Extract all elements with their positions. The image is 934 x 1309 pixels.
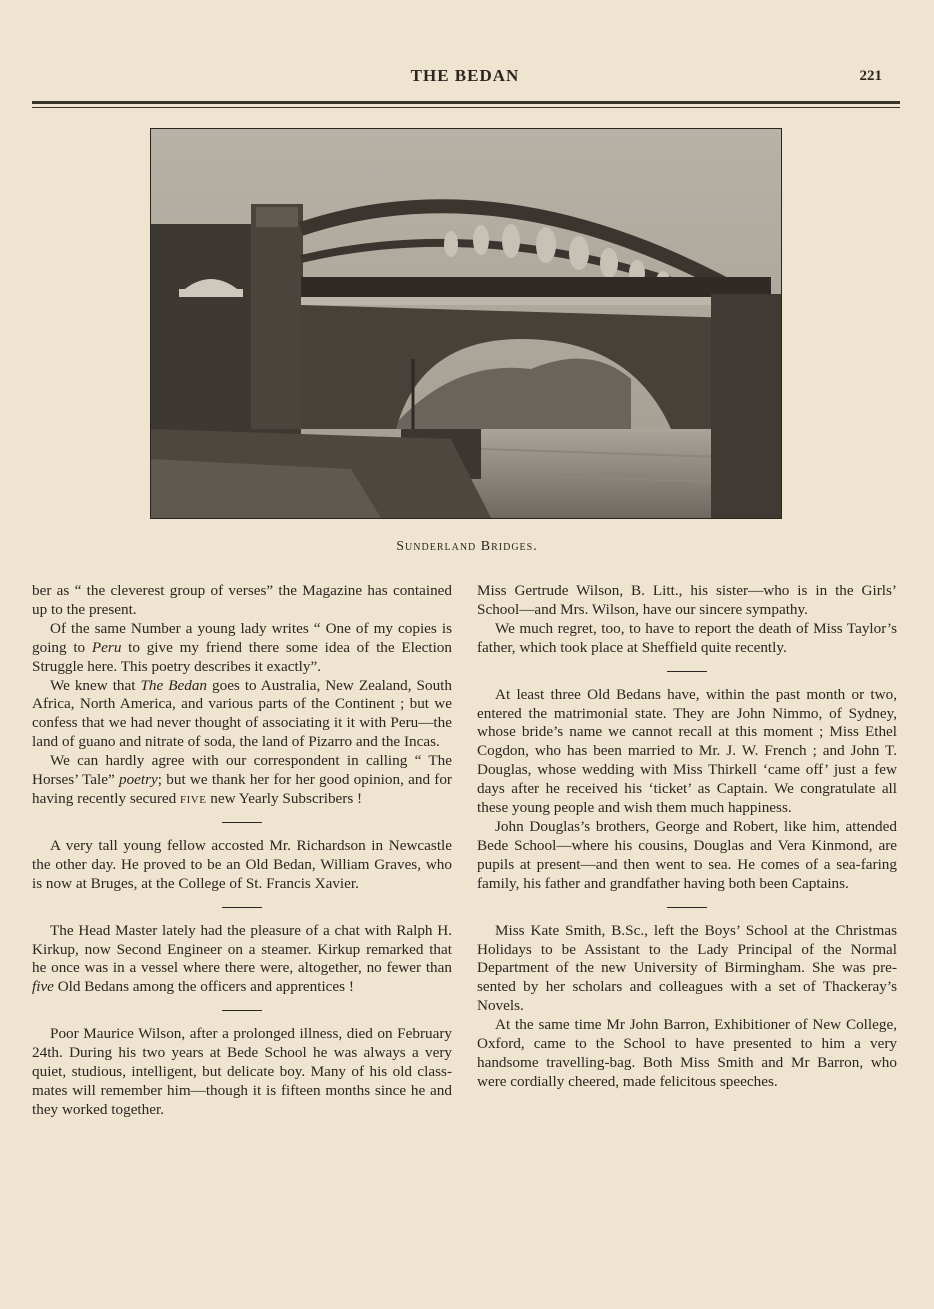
- right-column: [477, 582, 897, 1092]
- paragraph: At least three Old Bedans have, within the past month or two, entered the matrimonial state. They are John Nimmo, of Sydney, whose bride’s name we cannot recall at this moment ; Miss Ethel Cogdon, who has been married to Mr. J. W. French ; and John T. Douglas, whose wedding with Miss Thirkell ‘came off’ just a few days after he received his ‘ticket’ as Captain. We congratulate all these young people and wish them much happiness.: [477, 685, 897, 817]
- bridge-photograph: [150, 128, 782, 519]
- paragraph: Poor Maurice Wilson, after a prolonged illness, died on February 24th. During his two years at Bede School he was always a very quiet, studious, intelligent, but delicate boy. Many of his old class-mates will remember him—though it is fifteen months since he and they worked together.: [32, 1025, 452, 1118]
- paragraph: We much regret, too, to have to report the death of Miss Taylor’s father, which took place at Sheffield quite recently.: [477, 619, 897, 656]
- page-header: [30, 66, 900, 96]
- header-rule-thin: [32, 107, 900, 108]
- section-divider: [222, 1010, 262, 1011]
- paragraph: Miss Kate Smith, B.Sc., left the Boys’ School at the Christmas Holidays to be Assistant to the Lady Principal of the Normal Department of the new University of Birmingham. She was presented by her scholars and colleagues with a set of Thackeray’s Novels.: [477, 921, 897, 1015]
- section-divider: [667, 907, 707, 908]
- page-number: 221: [859, 68, 882, 84]
- section-divider: [667, 671, 707, 672]
- left-column: [32, 582, 452, 1120]
- paragraph: A very tall young fellow accosted Mr. Richardson in Newcastle the other day. He proved to be an Old Bedan, William Graves, who is now at Bruges, at the College of St. Francis Xavier.: [32, 836, 452, 892]
- header-rule-thick: [32, 101, 900, 104]
- paragraph: Of the same Number a young lady writes “ One of my copies is going to Peru to give my friend there some idea of the Election Struggle here. This poetry describes it exactly”.: [32, 619, 452, 675]
- paragraph: The Head Master lately had the pleasure of a chat with Ralph H. Kirkup, now Second Engineer on a steamer. Kirkup remarked that he once was in a vessel where there were, altogether, no fewer than five Old Bedans among the officers and apprentices !: [32, 921, 452, 996]
- section-divider: [222, 822, 262, 823]
- paragraph: At the same time Mr John Barron, Exhibitioner of New College, Oxford, came to the School to have presented to him a very handsome travelling-bag. Both Miss Smith and Mr Barron, who were cordially cheered, made felicitous speeches.: [477, 1016, 897, 1090]
- figure-caption: Sunderland Bridges.: [396, 539, 538, 554]
- paragraph: John Douglas’s brothers, George and Robert, like him, attended Bede School—where his cousins, Douglas and Vera Kinmond, are pupils at present—and then went to sea. He comes of a sea-faring family, his father and grandfather having both been Captains.: [477, 817, 897, 892]
- bridge-illustration: [151, 129, 781, 518]
- paragraph: Miss Gertrude Wilson, B. Litt., his sister—who is in the Girls’ School—and Mrs. Wilson, have our sincere sympathy.: [477, 582, 897, 618]
- paragraph: ber as “ the cleverest group of verses” the Magazine has contained up to the present.: [32, 582, 452, 618]
- running-title: THE BEDAN: [410, 66, 520, 85]
- paragraph: We can hardly agree with our correspondent in calling “ The Horses’ Tale” poetry; but we thank her for her good opinion, and for having recently secured five new Yearly Subscribers !: [32, 752, 452, 807]
- paragraph: We knew that The Bedan goes to Australia, New Zealand, South Africa, North America, and various parts of the Continent ; but we confess that we had never thought of associating it it with Peru—the land of guano and nitrate of soda, the land of Pizarro and the Incas.: [32, 676, 452, 751]
- section-divider: [222, 907, 262, 908]
